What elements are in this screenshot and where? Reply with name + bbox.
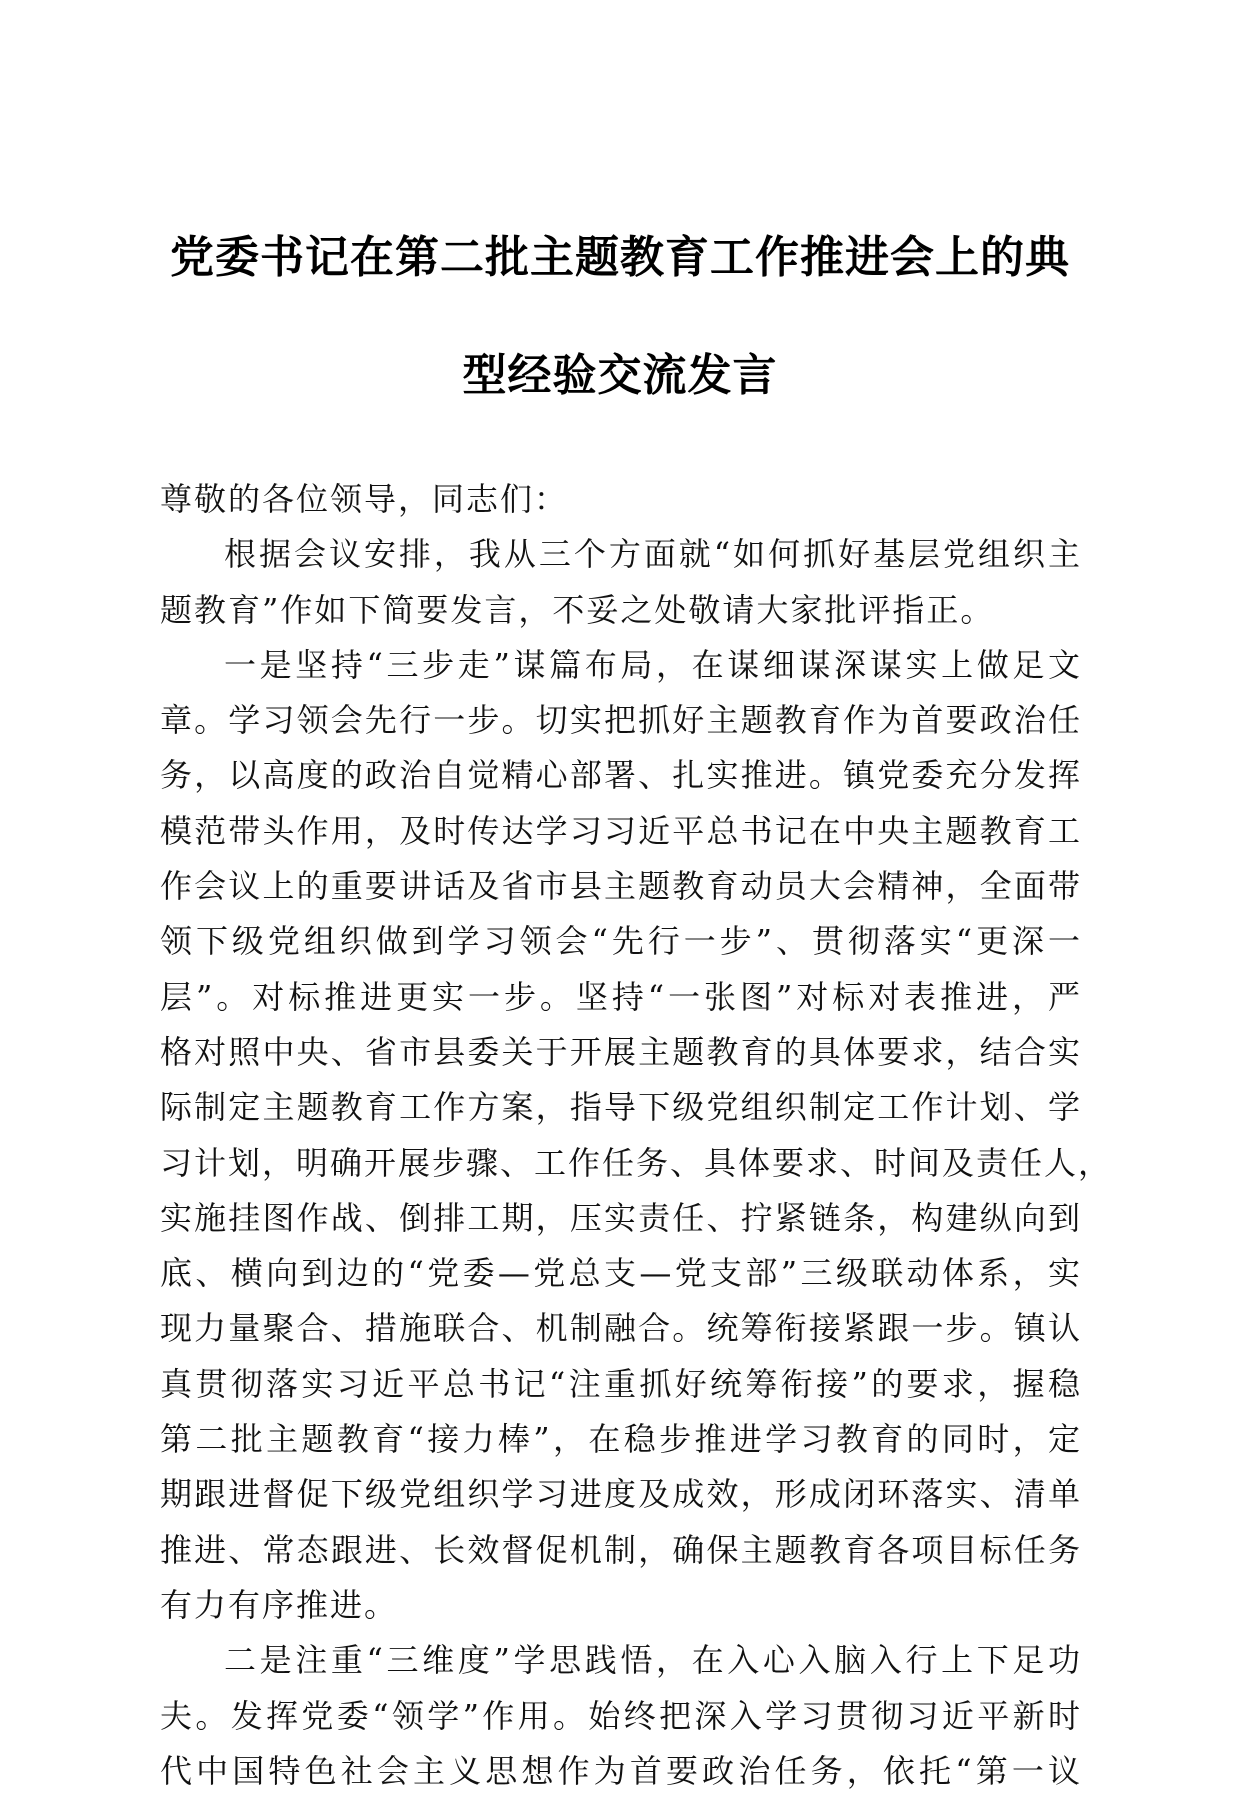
document-title-line-1: 党委书记在第二批主题教育工作推进会上的典 bbox=[170, 232, 1070, 283]
paragraph-2-line: 一是坚持“三步走”谋篇布局，在谋细谋深谋实上做足文 bbox=[224, 645, 1082, 684]
document-title-line-2: 型经验交流发言 bbox=[462, 350, 778, 401]
paragraph-3-line: 夫。发挥党委“领学”作用。始终把深入学习贯彻习近平新时 bbox=[160, 1696, 1082, 1735]
paragraph-2-line: 期跟进督促下级党组织学习进度及成效，形成闭环落实、清单 bbox=[160, 1475, 1082, 1514]
paragraph-2-line: 际制定主题教育工作方案，指导下级党组织制定工作计划、学 bbox=[160, 1088, 1082, 1127]
paragraph-2-line: 章。学习领会先行一步。切实把抓好主题教育作为首要政治任 bbox=[160, 701, 1082, 740]
paragraph-2-line: 务，以高度的政治自觉精心部署、扎实推进。镇党委充分发挥 bbox=[160, 756, 1082, 795]
paragraph-2-line: 真贯彻落实习近平总书记“注重抓好统筹衔接”的要求，握稳 bbox=[160, 1364, 1082, 1403]
paragraph-2-line: 领下级党组织做到学习领会“先行一步”、贯彻落实“更深一 bbox=[160, 922, 1082, 961]
paragraph-2-line: 推进、常态跟进、长效督促机制，确保主题教育各项目标任务 bbox=[160, 1530, 1082, 1569]
paragraph-1-line: 根据会议安排，我从三个方面就“如何抓好基层党组织主 bbox=[224, 535, 1082, 574]
paragraph-2-line: 作会议上的重要讲话及省市县主题教育动员大会精神，全面带 bbox=[160, 867, 1082, 906]
paragraph-2-line: 有力有序推进。 bbox=[160, 1585, 399, 1624]
paragraph-2-line: 习计划，明确开展步骤、工作任务、具体要求、时间及责任人， bbox=[160, 1143, 1113, 1182]
paragraph-2-line: 第二批主题教育“接力棒”，在稳步推进学习教育的同时，定 bbox=[160, 1420, 1082, 1459]
salutation: 尊敬的各位领导，同志们： bbox=[160, 480, 569, 518]
paragraph-2-line: 格对照中央、省市县委关于开展主题教育的具体要求，结合实 bbox=[160, 1032, 1082, 1071]
paragraph-3-line: 二是注重“三维度”学思践悟，在入心入脑入行上下足功 bbox=[224, 1641, 1082, 1680]
paragraph-3-line: 代中国特色社会主义思想作为首要政治任务，依托“第一议 bbox=[160, 1751, 1082, 1790]
paragraph-2-line: 模范带头作用，及时传达学习习近平总书记在中央主题教育工 bbox=[160, 811, 1082, 850]
paragraph-2-line: 层”。对标推进更实一步。坚持“一张图”对标对表推进，严 bbox=[160, 977, 1082, 1016]
paragraph-1-line: 题教育”作如下简要发言，不妥之处敬请大家批评指正。 bbox=[160, 590, 995, 629]
paragraph-2-line: 实施挂图作战、倒排工期，压实责任、拧紧链条，构建纵向到 bbox=[160, 1198, 1082, 1237]
paragraph-2-line: 底、横向到边的“党委—党总支—党支部”三级联动体系，实 bbox=[160, 1254, 1082, 1293]
document-body bbox=[160, 472, 1113, 1799]
paragraph-2-line: 现力量聚合、措施联合、机制融合。统筹衔接紧跟一步。镇认 bbox=[160, 1309, 1082, 1348]
